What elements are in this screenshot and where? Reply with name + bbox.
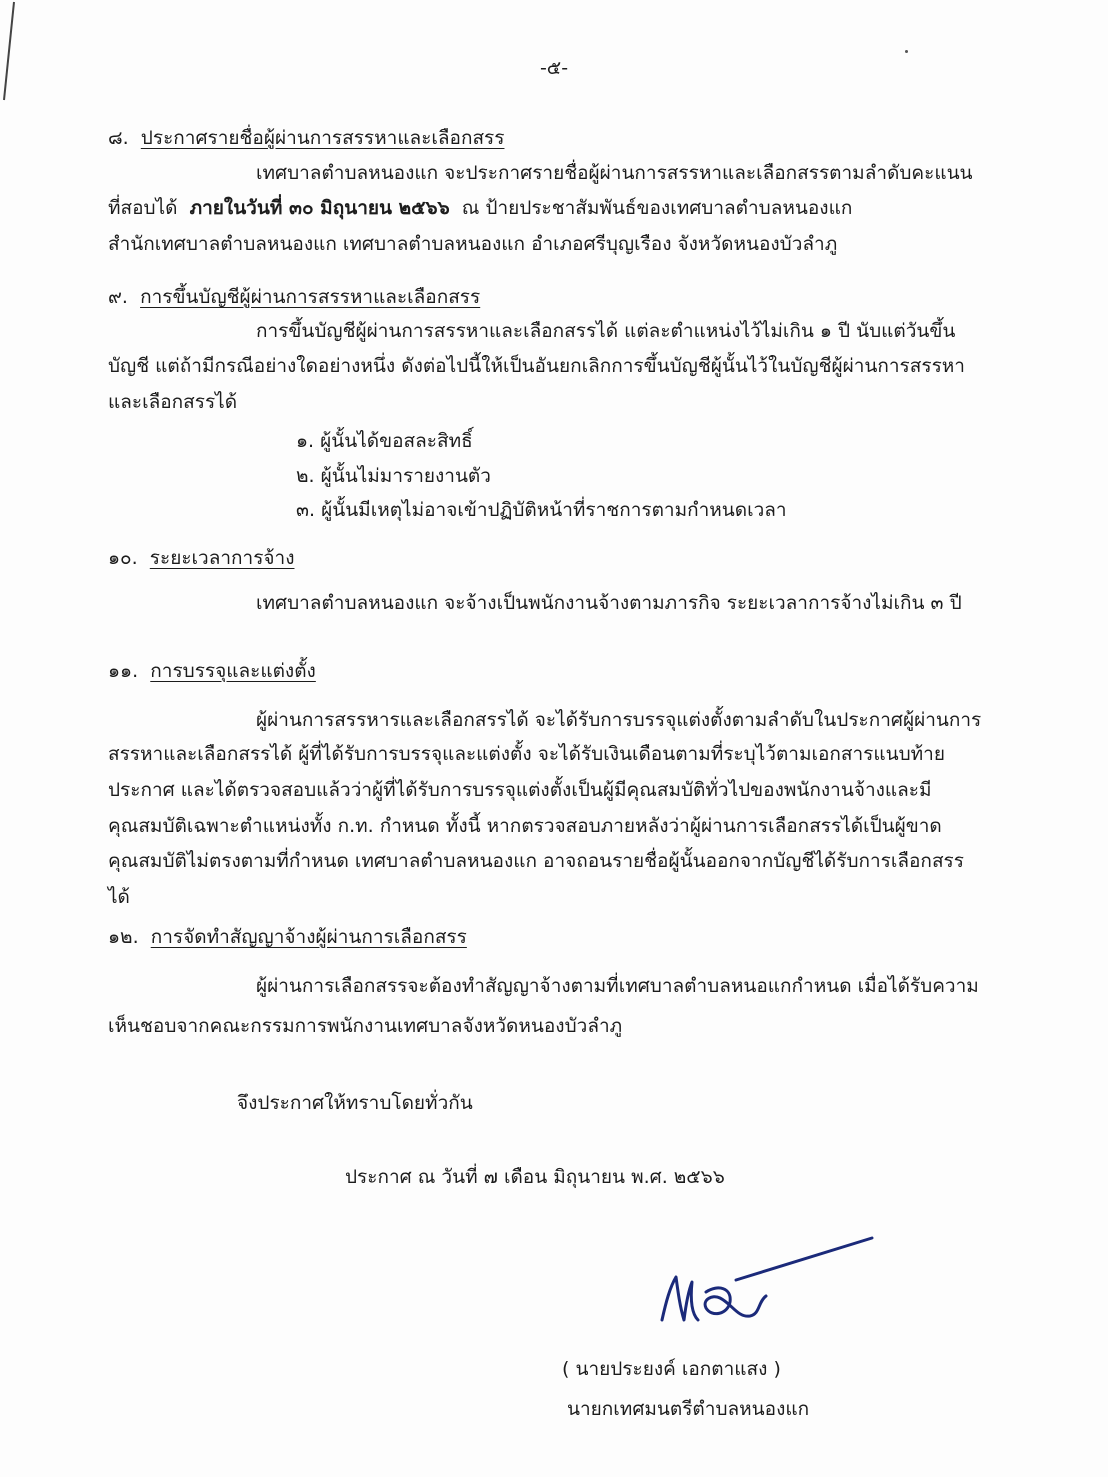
section-9-title: การขึ้นบัญชีผู้ผ่านการสรรหาและเลือกสรร — [140, 286, 481, 308]
section-9-item-2: ๒. ผู้นั้นไม่มารายงานตัว — [296, 465, 491, 487]
section-10-heading — [108, 545, 294, 571]
section-12-heading — [108, 924, 467, 950]
section-8-title: ประกาศรายชื่อผู้ผ่านการสรรหาและเลือกสรร — [140, 127, 505, 149]
section-8-line-2-start: ที่สอบได้ — [108, 197, 178, 219]
section-11-line-2: สรรหาและเลือกสรรได้ ผู้ที่ได้รับการบรรจุและแต่งตั้ง จะได้รับเงินเดือนตามที่ระบุไว้ตามเอกสารแนบท้าย — [108, 743, 945, 765]
section-10-number: ๑๐. — [108, 547, 138, 569]
section-11-line-5: คุณสมบัติไม่ตรงตามที่กำหนด เทศบาลตำบลหนองแก อาจถอนรายชื่อผู้นั้นออกจากบัญชีได้รับการเลือกสรร — [108, 850, 964, 872]
section-10-title: ระยะเวลาการจ้าง — [149, 547, 295, 569]
section-11-heading — [108, 658, 316, 684]
section-8-heading — [108, 125, 504, 151]
signature-image — [640, 1232, 880, 1332]
section-8-deadline: ภายในวันที่ ๓๐ มิถุนายน ๒๕๖๖ — [189, 197, 450, 219]
section-9-line-1: การขึ้นบัญชีผู้ผ่านการสรรหาและเลือกสรรได้ แต่ละตำแหน่งไว้ไม่เกิน ๑ ปี นับแต่วันขึ้น — [256, 320, 956, 342]
section-8-line-1: เทศบาลตำบลหนองแก จะประกาศรายชื่อผู้ผ่านการสรรหาและเลือกสรรตามลำดับคะแนน — [256, 162, 973, 184]
section-9-line-2: บัญชี แต่ถ้ามีกรณีอย่างใดอย่างหนึ่ง ดังต่อไปนี้ให้เป็นอันยกเลิกการขึ้นบัญชีผู้นั้นไว้ในบัญชีผู้ผ่านการสรรหา — [108, 355, 965, 377]
section-9-item-1: ๑. ผู้นั้นได้ขอสละสิทธิ์ — [296, 430, 473, 452]
section-11-line-1: ผู้ผ่านการสรรหารและเลือกสรรได้ จะได้รับการบรรจุแต่งตั้งตามลำดับในประกาศผู้ผ่านการ — [256, 709, 982, 731]
section-12-line-2: เห็นชอบจากคณะกรรมการพนักงานเทศบาลจังหวัดหนองบัวลำภู — [108, 1015, 623, 1037]
section-8-number: ๘. — [108, 127, 129, 149]
section-10-line-1: เทศบาลตำบลหนองแก จะจ้างเป็นพนักงานจ้างตามภารกิจ ระยะเวลาการจ้างไม่เกิน ๓ ปี — [256, 592, 962, 614]
page-number: -๕- — [539, 57, 569, 79]
section-12-number: ๑๒. — [108, 926, 139, 948]
section-9-heading — [108, 284, 480, 310]
section-11-title: การบรรจุและแต่งตั้ง — [150, 660, 316, 682]
section-12-line-1: ผู้ผ่านการเลือกสรรจะต้องทำสัญญาจ้างตามที่เทศบาลตำบลหนอแกกำหนด เมื่อได้รับความ — [256, 975, 979, 997]
section-12-title: การจัดทำสัญญาจ้างผู้ผ่านการเลือกสรร — [150, 926, 467, 948]
section-11-number: ๑๑. — [108, 660, 139, 682]
signer-title: นายกเทศมนตรีตำบลหนองแก — [567, 1398, 810, 1420]
section-9-item-3: ๓. ผู้นั้นมีเหตุไม่อาจเข้าปฏิบัติหน้าที่ราชการตามกำหนดเวลา — [296, 499, 787, 521]
section-8-location: ณ ป้ายประชาสัมพันธ์ของเทศบาลตำบลหนองแก — [461, 197, 853, 219]
announcement-date: ประกาศ ณ วันที่ ๗ เดือน มิถุนายน พ.ศ. ๒๕๖๖ — [345, 1166, 725, 1188]
signer-name: ( นายประยงค์ เอกตาแสง ) — [562, 1358, 781, 1380]
section-11-line-4: คุณสมบัติเฉพาะตำแหน่งทั้ง ก.ท. กำหนด ทั้งนี้ หากตรวจสอบภายหลังว่าผู้ผ่านการเลือกสรรได้เป็นผู้ขาด — [108, 815, 942, 837]
section-8-line-2 — [108, 195, 852, 221]
section-9-number: ๙. — [108, 286, 128, 308]
section-11-line-6: ได้ — [108, 886, 130, 908]
scan-speck — [905, 50, 908, 53]
section-9-line-3: และเลือกสรรได้ — [108, 391, 238, 413]
closing-statement: จึงประกาศให้ทราบโดยทั่วกัน — [237, 1092, 473, 1114]
section-8-line-3: สำนักเทศบาลตำบลหนองแก เทศบาลตำบลหนองแก อำเภอศรีบุญเรือง จังหวัดหนองบัวลำภู — [108, 233, 838, 255]
section-11-line-3: ประกาศ และได้ตรวจสอบแล้วว่าผู้ที่ได้รับการบรรจุแต่งตั้งเป็นผู้มีคุณสมบัติทั่วไปของพนักงานจ้างและมี — [108, 779, 932, 801]
